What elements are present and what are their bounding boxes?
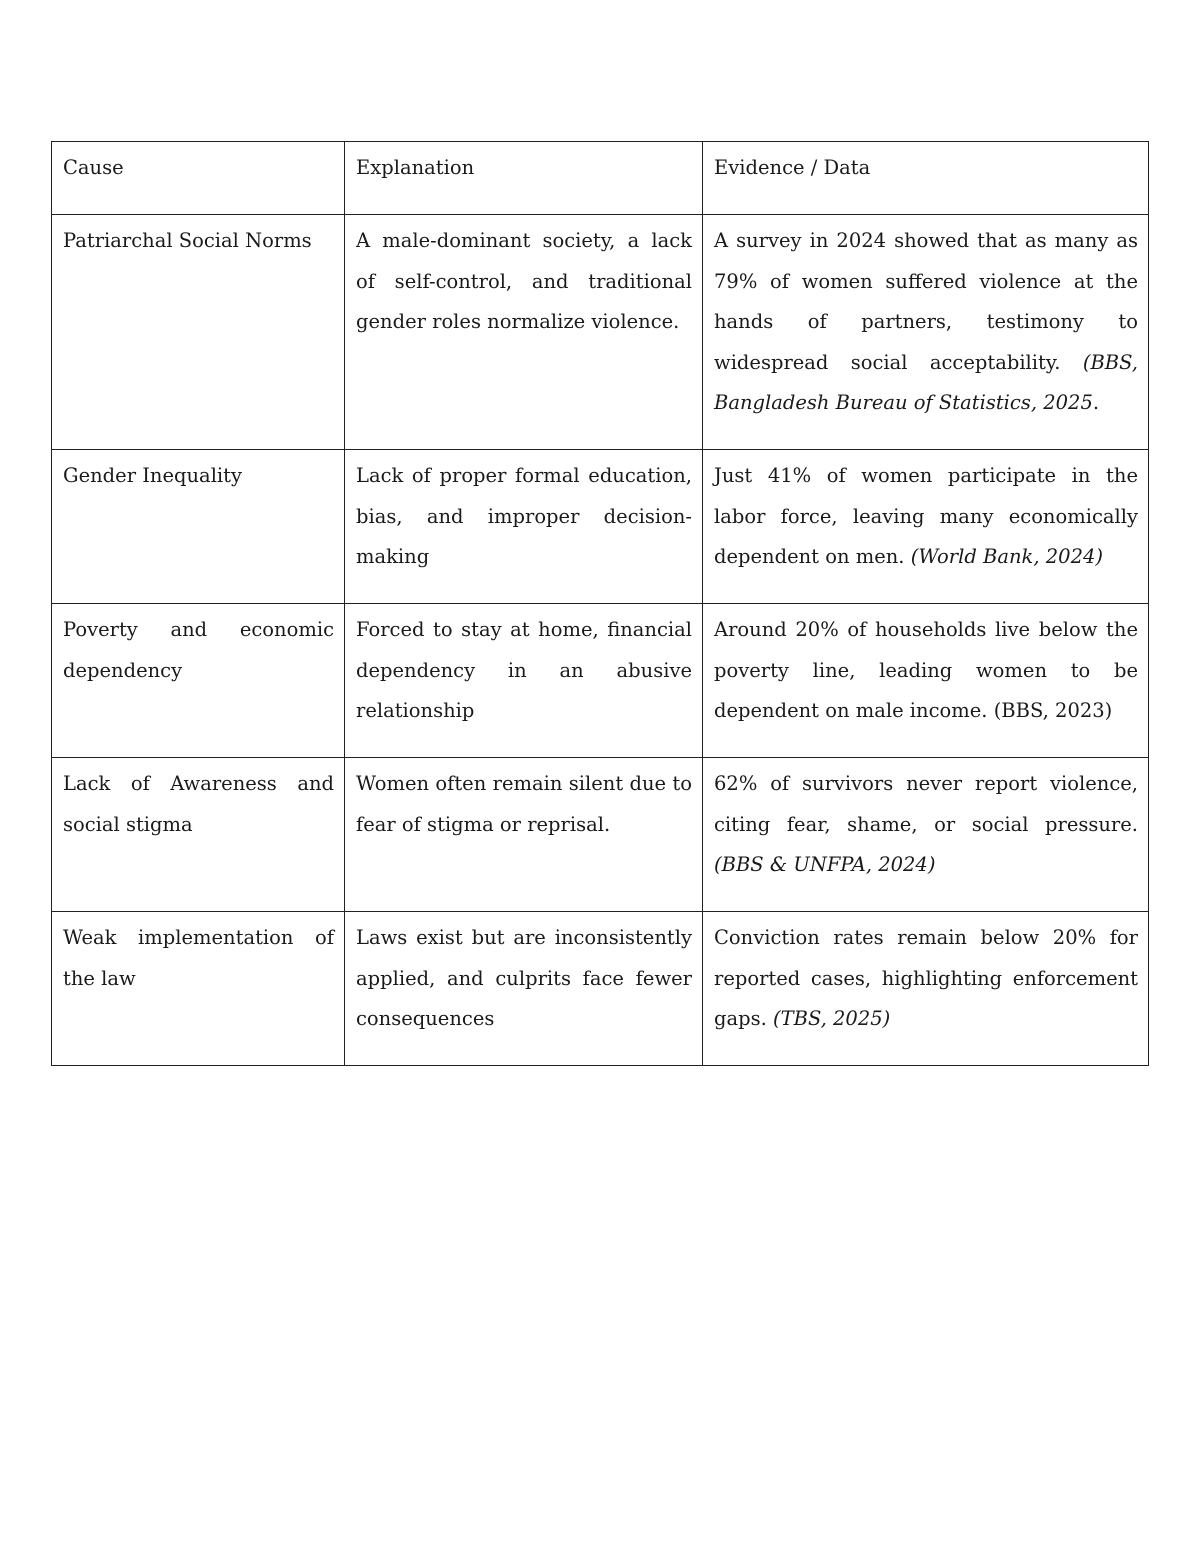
cause-cell: Poverty and economic dependency (52, 604, 345, 758)
explanation-cell: Women often remain silent due to fear of stigma or reprisal. (345, 758, 703, 912)
evidence-citation: (BBS & UNFPA, 2024) (714, 853, 936, 876)
cause-cell: Weak implementation of the law (52, 912, 345, 1066)
evidence-text: Just 41% of women participate in the labor force, leaving many economically dependent on men. (714, 464, 1138, 568)
cause-cell: Gender Inequality (52, 450, 345, 604)
evidence-tail: . (1092, 391, 1100, 414)
cause-cell: Lack of Awareness and social stigma (52, 758, 345, 912)
evidence-text: Conviction rates remain below 20% for reported cases, highlighting enforcement gaps. (714, 926, 1138, 1030)
table-row (52, 215, 1149, 450)
evidence-citation: (World Bank, 2024) (910, 545, 1103, 568)
header-evidence: Evidence / Data (703, 142, 1149, 215)
evidence-cell (703, 604, 1149, 758)
explanation-cell: Lack of proper formal education, bias, and improper decision-making (345, 450, 703, 604)
header-explanation: Explanation (345, 142, 703, 215)
evidence-citation: (BBS, 2023) (993, 699, 1113, 722)
table-row (52, 450, 1149, 604)
evidence-text: A survey in 2024 showed that as many as 79% of women suffered violence at the hands of partners, testimony to widespread social acceptability. (714, 229, 1138, 374)
explanation-cell: Forced to stay at home, financial dependency in an abusive relationship (345, 604, 703, 758)
evidence-cell (703, 758, 1149, 912)
evidence-citation: (TBS, 2025) (773, 1007, 891, 1030)
evidence-text: Around 20% of households live below the poverty line, leading women to be dependent on male income. (714, 618, 1138, 722)
cause-cell: Patriarchal Social Norms (52, 215, 345, 450)
evidence-text: 62% of survivors never report violence, citing fear, shame, or social pressure. (714, 772, 1138, 836)
evidence-cell (703, 215, 1149, 450)
table-header-row (52, 142, 1149, 215)
evidence-citation: (BBS, Bangladesh Bureau of Statistics, 2025 (714, 350, 1138, 414)
header-cause: Cause (52, 142, 345, 215)
table-row (52, 758, 1149, 912)
causes-table (51, 141, 1149, 1066)
evidence-cell (703, 450, 1149, 604)
table-row (52, 912, 1149, 1066)
table-row (52, 604, 1149, 758)
evidence-cell (703, 912, 1149, 1066)
explanation-cell: A male-dominant society, a lack of self-control, and traditional gender roles normalize violence. (345, 215, 703, 450)
explanation-cell: Laws exist but are inconsistently applied, and culprits face fewer consequences (345, 912, 703, 1066)
